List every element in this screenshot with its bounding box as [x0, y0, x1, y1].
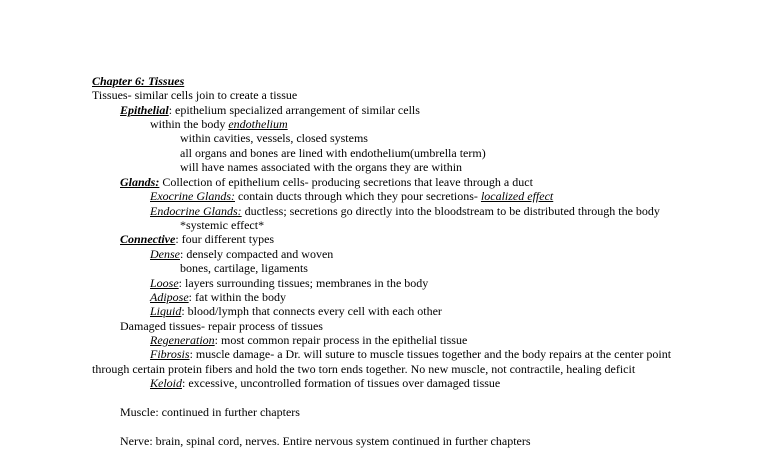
emphasized-term: Dense [150, 247, 180, 261]
text-line [150, 304, 442, 319]
text-line [120, 232, 274, 247]
line-text: bones, cartilage, ligaments [180, 261, 308, 275]
line-text: : fat within the body [188, 290, 286, 304]
emphasized-term: Endocrine Glands: [150, 204, 242, 218]
text-line [120, 103, 420, 118]
emphasized-term: Keloid [150, 376, 182, 390]
emphasized-term: Chapter 6: Tissues [92, 74, 185, 88]
text-line [180, 160, 462, 175]
text-line [120, 175, 533, 190]
emphasized-term: Epithelial [120, 103, 169, 117]
line-text: contain ducts through which they pour secretions- [234, 189, 481, 203]
line-text: ductless; secretions go directly into the bloodstream to be distributed through the body [241, 204, 660, 218]
text-line [120, 319, 323, 334]
line-text: : muscle damage- a Dr. will suture to muscle tissues together and the body repairs at the center point [189, 347, 672, 361]
line-text: Nerve: brain, spinal cord, nerves. Entire nervous system continued in further chapters [120, 434, 531, 448]
line-text: Collection of epithelium cells- producing secretions that leave through a duct [159, 175, 533, 189]
chapter-title [92, 74, 184, 89]
line-text: all organs and bones are lined with endothelium(umbrella term) [180, 146, 486, 160]
text-line [92, 362, 635, 377]
text-line [150, 189, 553, 204]
text-line [180, 218, 264, 233]
text-line [120, 405, 300, 420]
line-text: will have names associated with the organs they are within [180, 160, 463, 174]
line-text: : blood/lymph that connects every cell with each other [181, 304, 442, 318]
emphasized-term: Connective [120, 232, 176, 246]
text-line [180, 131, 368, 146]
line-text: through certain protein fibers and hold the two torn ends together. No new muscle, not contractile, healing deficit [92, 362, 636, 376]
emphasized-term: Liquid [150, 304, 182, 318]
line-text: : four different types [175, 232, 275, 246]
text-line [150, 204, 660, 219]
text-line [150, 117, 288, 132]
line-text: Damaged tissues- repair process of tissues [120, 319, 323, 333]
emphasized-term: endothelium [228, 117, 288, 131]
line-text: : most common repair process in the epithelial tissue [214, 333, 468, 347]
text-line [150, 247, 333, 262]
emphasized-term: Loose [150, 276, 179, 290]
line-text: within cavities, vessels, closed systems [180, 131, 368, 145]
emphasized-term: Adipose [150, 290, 189, 304]
text-line [150, 276, 428, 291]
text-line [150, 333, 467, 348]
emphasized-term: Fibrosis [150, 347, 190, 361]
line-text: *systemic effect* [180, 218, 265, 232]
text-line [150, 290, 286, 305]
line-text: Muscle: continued in further chapters [120, 405, 300, 419]
line-text: : excessive, uncontrolled formation of tissues over damaged tissue [182, 376, 501, 390]
text-line [150, 376, 500, 391]
line-text: Tissues- similar cells join to create a tissue [92, 88, 298, 102]
emphasized-term: Glands: [120, 175, 160, 189]
text-line [180, 261, 308, 276]
text-line [120, 434, 531, 449]
text-line [150, 347, 671, 362]
line-text: within the body [150, 117, 229, 131]
emphasized-term: localized effect [480, 189, 554, 203]
line-text: : layers surrounding tissues; membranes in the body [178, 276, 429, 290]
text-line [180, 146, 486, 161]
line-text: : epithelium specialized arrangement of similar cells [168, 103, 420, 117]
line-text: : densely compacted and woven [180, 247, 334, 261]
emphasized-term: Regeneration [150, 333, 215, 347]
text-line [92, 88, 297, 103]
emphasized-term: Exocrine Glands: [150, 189, 235, 203]
